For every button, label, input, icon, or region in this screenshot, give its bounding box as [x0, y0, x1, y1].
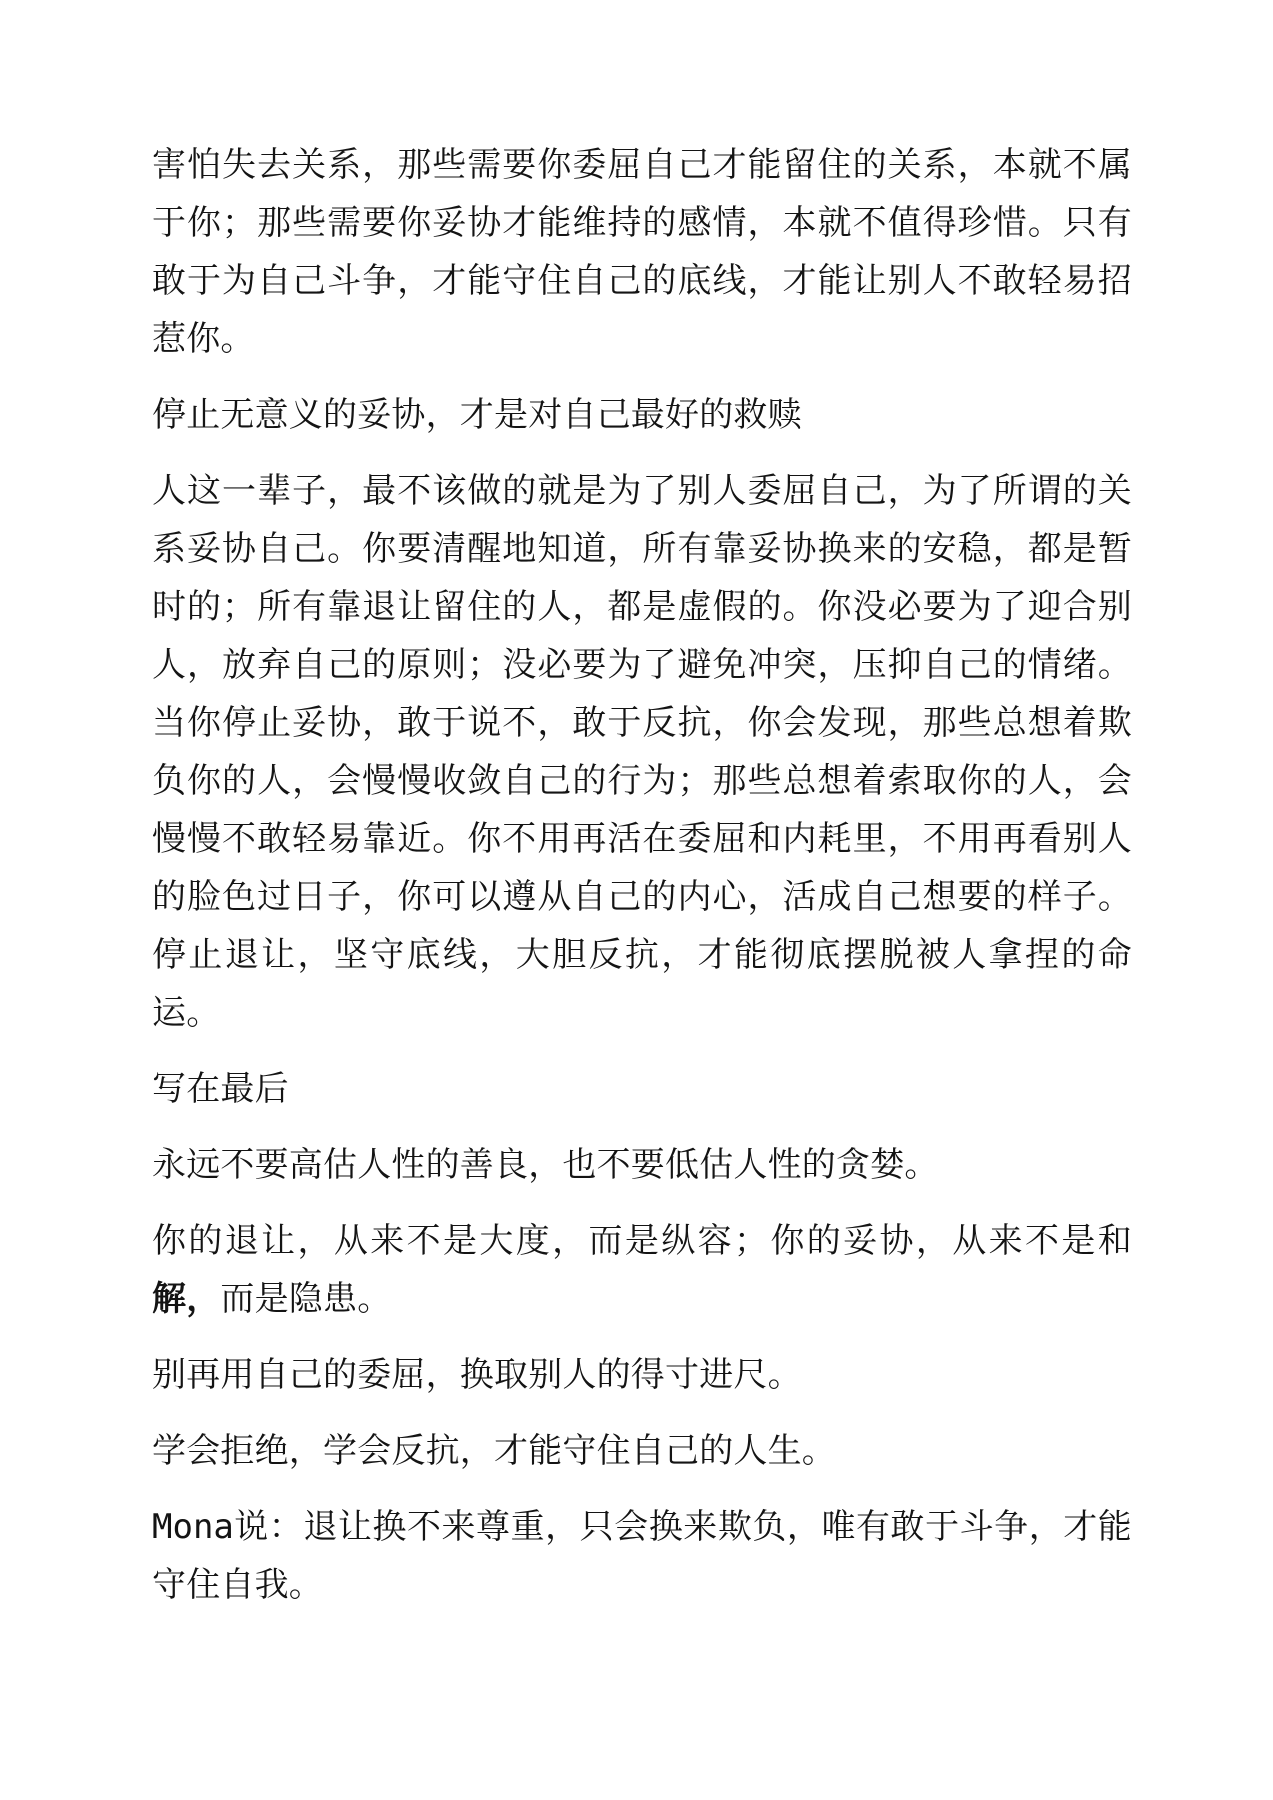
- section-heading: 停止无意义的妥协，才是对自己最好的救赎: [152, 395, 802, 435]
- paragraph-4-start: 你的退让，从来不是大度，而是纵容；你的妥协，从来不是和: [152, 1221, 1132, 1261]
- author-name: Mona: [152, 1507, 234, 1547]
- closing-heading: 写在最后: [152, 1069, 289, 1109]
- paragraph-2: 人这一辈子，最不该做的就是为了别人委屈自己，为了所谓的关系妥协自己。你要清醒地知道，所有靠妥协换来的安稳，都是暂时的；所有靠退让留住的人，都是虚假的。你没必要为了迎合别人，放弃自己的原则；没必要为了避免冲突，压抑自己的情绪。当你停止妥协，敢于说不，敢于反抗，你会发现，那些总想着欺负你的人，会慢慢收敛自己的行为；那些总想着索取你的人，会慢慢不敢轻易靠近。你不用再活在委屈和内耗里，不用再看别人的脸色过日子，你可以遵从自己的内心，活成自己想要的样子。停止退让，坚守底线，大胆反抗，才能彻底摆脱被人拿捏的命运。: [152, 471, 1132, 1033]
- paragraph-6: 学会拒绝，学会反抗，才能守住自己的人生。: [152, 1431, 836, 1471]
- paragraph-5: 别再用自己的委屈，换取别人的得寸进尺。: [152, 1355, 802, 1395]
- article-body: [152, 136, 1132, 1632]
- paragraph-7: [152, 1498, 1132, 1614]
- paragraph-4-bold: 解，: [152, 1279, 221, 1319]
- paragraph-4-end: 而是隐患。: [220, 1279, 392, 1319]
- paragraph-1: 害怕失去关系，那些需要你委屈自己才能留住的关系，本就不属于你；那些需要你妥协才能维持的感情，本就不值得珍惜。只有敢于为自己斗争，才能守住自己的底线，才能让别人不敢轻易招惹你。: [152, 145, 1132, 359]
- paragraph-4: [152, 1212, 1132, 1328]
- paragraph-7-text: 说：退让换不来尊重，只会换来欺负，唯有敢于斗争，才能守住自我。: [152, 1507, 1132, 1605]
- paragraph-3: 永远不要高估人性的善良，也不要低估人性的贪婪。: [152, 1145, 939, 1185]
